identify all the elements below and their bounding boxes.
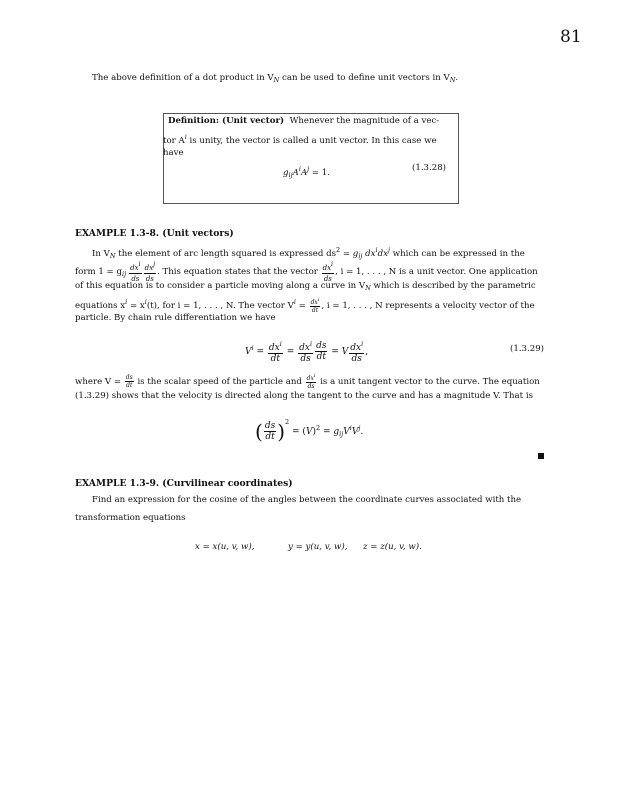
equation-number-1-3-29: (1.3.29) xyxy=(510,344,545,354)
e1-l1-c: which can be expressed in the xyxy=(389,249,525,259)
e1-l2-c: , i = 1, . . . , N is a unit vector. One application xyxy=(335,267,538,277)
intro-text-end: can be used to define unit vectors in V xyxy=(279,73,450,83)
example-2-text-1: Find an expression for the cosine of the angles between the coordinate curves associated with the xyxy=(92,495,522,505)
e1-l1-a: In V xyxy=(92,249,110,259)
page-number: 81 xyxy=(560,27,582,47)
definition-equation: $g_{ij}A^iA^j = 1$. xyxy=(283,165,331,179)
e1-l1-b: the element of arc length squared is expressed ds xyxy=(115,249,336,259)
e1-l6-c: is a unit tangent vector to the curve. The equation xyxy=(320,377,540,387)
speed-squared-equation: ( $\frac{ds}{dt}$ )$^2 = (V)^2 = g_{ij}V^iV^j$. xyxy=(255,418,364,444)
example-1-3-9-heading: EXAMPLE 1.3-9. (Curvilinear coordinates) xyxy=(75,478,293,489)
equation-y: y = y(u, v, w), xyxy=(288,542,348,552)
e1-l4-c: (t), for i = 1, . . . , N. The vector V xyxy=(146,301,294,311)
definition-text-2: tor A xyxy=(163,136,185,146)
example-1-line-1: In $V_N$ the element of arc length squared is expressed $ds^2 = g_{ij}$ $dx^idx^j$ which can be expressed in the xyxy=(92,246,525,260)
equation-1-3-29: $V^i$ = $\frac{dx^i}{dt}$ = $\frac{dx^i}{ds}$ $\frac{ds}{dt}$ = V $\frac{dx^i}{ds}$ , xyxy=(245,340,369,364)
e1-l4-a: equations x xyxy=(75,301,126,311)
example-1-text-7: (1.3.29) shows that the velocity is directed along the tangent to the curve and has a magnitude V. That is xyxy=(75,391,534,401)
example-1-text-5: particle. By chain rule differentiation we have xyxy=(75,313,276,323)
e1-l3: of this equation is to consider a particle moving along a curve in V xyxy=(75,281,366,291)
example-1-3-8-heading: EXAMPLE 1.3-8. (Unit vectors) xyxy=(75,228,234,239)
e1-l3-end: which is described by the parametric xyxy=(370,281,536,291)
e1-l2-a: form 1 = g xyxy=(75,267,122,277)
example-1-line-2: form $1 = g_{ij}$ $\frac{\text{dxi}}{ds}$ $\frac{\text{dxj}}{ds}$ . This equation states that the vector $\frac{\text{dxi}}{ds}$ , i = 1, . . . , N is a unit vector. One application xyxy=(75,260,538,283)
e1-l6-a: where V = xyxy=(75,377,122,387)
definition-label: Definition: (Unit vector) xyxy=(168,116,285,126)
e1-l6-b: is the scalar speed of the particle and xyxy=(137,377,302,387)
equation-x: x = x(u, v, w), xyxy=(195,542,255,552)
definition-text-2-end: is unity, the vector is called a unit vector. In this case we xyxy=(186,136,437,146)
e1-l4-d: , i = 1, . . . , N represents a velocity vector of the xyxy=(321,301,535,311)
intro-paragraph: The above definition of a dot product in $V_N$ can be used to define unit vectors in $V_N$. xyxy=(92,73,459,84)
equation-number-1-3-28: (1.3.28) xyxy=(412,163,447,173)
example-1-line-6: where V = $\frac{ds}{dt}$ is the scalar speed of the particle and $\frac{dx^i}{ds}$ is a unit tangent vector to the curve. The equation xyxy=(75,373,540,390)
definition-line-1 xyxy=(168,115,439,127)
example-1-line-3: of this equation is to consider a particle moving along a curve in $V_N$ which is described by the parametric xyxy=(75,281,536,292)
definition-text-1: Whenever the magnitude of a vec- xyxy=(289,116,440,126)
example-2-text-2: transformation equations xyxy=(75,513,186,523)
intro-text: The above definition of a dot product in V xyxy=(92,73,274,83)
example-1-line-4: equations $x^i = x^i(t)$, for i = 1, . . . , N. The vector $V^i$ = $\frac{dx^i}{dt}$ , i = 1, . . . , N represents a velocity vector of the xyxy=(75,297,535,314)
e1-l2-b: . This equation states that the vector xyxy=(157,267,318,277)
definition-line-2: tor $A^i$ is unity, the vector is called a unit vector. In this case we xyxy=(163,133,437,146)
end-of-proof-square xyxy=(538,453,544,459)
definition-text-3: have xyxy=(163,148,184,158)
e1-l4-b: = x xyxy=(127,301,145,311)
equation-z: z = z(u, v, w). xyxy=(363,542,422,552)
